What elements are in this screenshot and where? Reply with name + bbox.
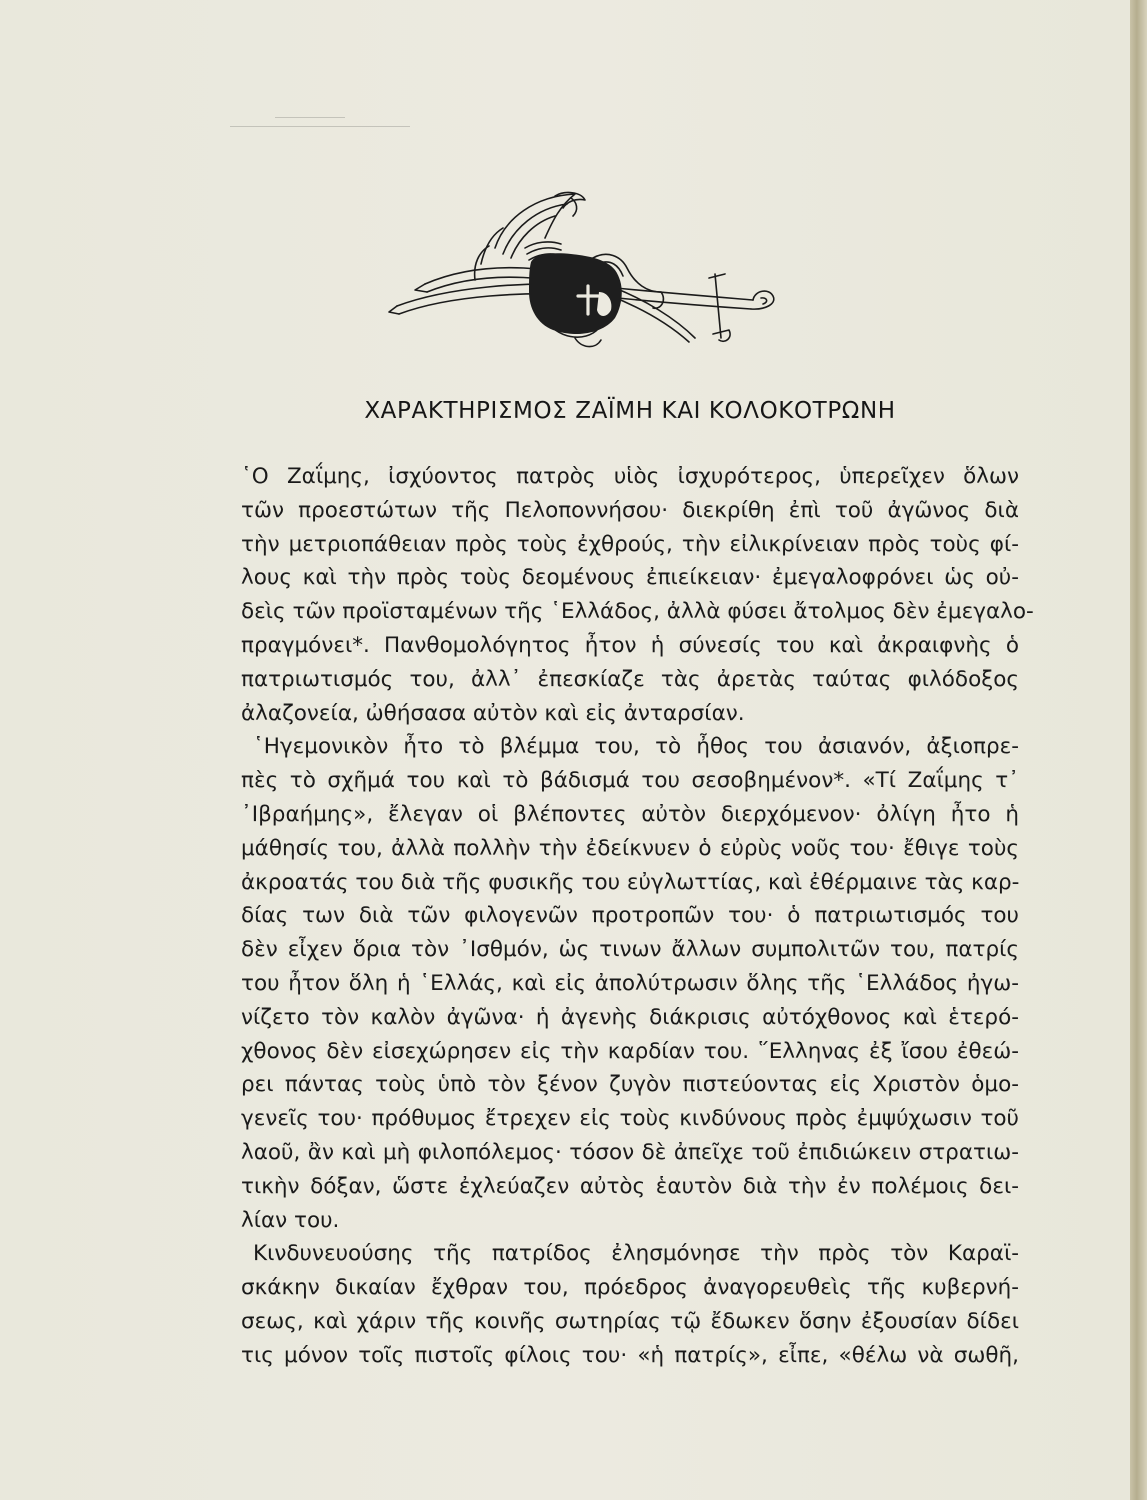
text-line: γενεῖς του· πρόθυμος ἔτρεχεν εἰς τοὺς κινδύνους πρὸς ἐμψύχωσιν τοῦ (241, 1106, 1019, 1132)
text-line: ῾Ο Ζαΐμης, ἰσχύοντος πατρὸς υἱὸς ἰσχυρότερος, ὑπερεῖχεν ὅλων (241, 464, 1019, 489)
text-line: σκάκην δικαίαν ἔχθραν του, πρόεδρος ἀναγορευθεὶς τῆς κυβερνή- (241, 1275, 1019, 1301)
page-edge (1130, 0, 1147, 1500)
text-line: δὲν εἶχεν ὅρια τὸν ᾽Ισθμόν, ὡς τινων ἄλλων συμπολιτῶν του, πατρίς (241, 937, 1019, 963)
text-line: νίζετο τὸν καλὸν ἀγῶνα· ἡ ἀγενὴς διάκρισις αὐτόχθονος καὶ ἑτερό- (241, 1004, 1019, 1030)
text-line: λαοῦ, ἂν καὶ μὴ φιλοπόλεμος· τόσον δὲ ἀπεῖχε τοῦ ἐπιδιώκειν στρατιω- (241, 1139, 1019, 1165)
text-line: ᾽Ιβραήμης», ἔλεγαν οἱ βλέποντες αὐτὸν διερχόμενον· ὀλίγη ἦτο ἡ (241, 801, 1019, 827)
text-line: ῾Ηγεμονικὸν ἦτο τὸ βλέμμα του, τὸ ἦθος του ἀσιανόν, ἀξιοπρε- (253, 734, 1019, 760)
paragraph-2 (229, 730, 1019, 1237)
text-line: Κινδυνευούσης τῆς πατρίδος ἐλησμόνησε τὴν πρὸς τὸν Καραϊ- (253, 1241, 1019, 1267)
faint-rule (230, 126, 410, 127)
text-line: πραγμόνει*. Πανθομολόγητος ἦτον ἡ σύνεσίς του καὶ ἀκραιφνὴς ὁ (241, 632, 1019, 658)
text-line: τῶν προεστώτων τῆς Πελοποννήσου· διεκρίθη ἐπὶ τοῦ ἀγῶνος διὰ (241, 497, 1019, 523)
text-line: ἀκροατάς του διὰ τῆς φυσικῆς του εὐγλωττίας, καὶ ἐθέρμαινε τὰς καρ- (241, 869, 1020, 895)
paragraph-1 (229, 460, 1034, 730)
text-line: λίαν του. (241, 1207, 340, 1233)
text-line: μάθησίς του, ἀλλὰ πολλὴν τὴν ἐδείκνυεν ὁ εὐρὺς νοῦς του· ἔθιγε τοὺς (241, 835, 1019, 861)
helmet-swords-emblem-icon (385, 188, 780, 360)
body-text (229, 460, 1034, 1373)
text-line: δεὶς τῶν προϊσταμένων τῆς ῾Ελλάδος, ἀλλὰ φύσει ἄτολμος δὲν ἐμεγαλο- (241, 599, 1034, 625)
chapter-title: ΧΑΡΑΚΤΗΡΙΣΜΟΣ ΖΑΪΜΗ ΚΑΙ ΚΟΛΟΚΟΤΡΩΝΗ (364, 398, 896, 424)
faint-rule-short (275, 117, 345, 118)
text-line: τις μόνον τοῖς πιστοῖς φίλοις του· «ἡ πατρίς», εἶπε, «θέλω νὰ σωθῆ, (241, 1342, 1019, 1368)
text-line: λους καὶ τὴν πρὸς τοὺς δεομένους ἐπιείκειαν· ἐμεγαλοφρόνει ὡς οὐ- (241, 565, 1019, 591)
bleed-through-header (170, 88, 1130, 118)
text-line: τὴν μετριοπάθειαν πρὸς τοὺς ἐχθρούς, τὴν εἰλικρίνειαν πρὸς τοὺς φί- (241, 531, 1019, 557)
text-line: πὲς τὸ σχῆμά του καὶ τὸ βάδισμά του σεσοβημένον*. «Τί Ζαΐμης τ᾽ (241, 768, 1019, 794)
text-line: χθονος δὲν εἰσεχώρησεν εἰς τὴν καρδίαν του. ῞Ελληνας ἐξ ἴσου ἐθεώ- (241, 1038, 1019, 1064)
text-line: ἀλαζονεία, ὠθήσασα αὐτὸν καὶ εἰς ἀνταρσίαν. (241, 700, 745, 726)
text-line: ρει πάντας τοὺς ὑπὸ τὸν ξένον ζυγὸν πιστεύοντας εἰς Χριστὸν ὁμο- (241, 1072, 1019, 1098)
text-line: πατριωτισμός του, ἀλλ᾽ ἐπεσκίαζε τὰς ἀρετὰς ταύτας φιλόδοξος (241, 666, 1019, 692)
text-line: τικὴν δόξαν, ὥστε ἐχλεύαζεν αὐτὸς ἑαυτὸν διὰ τὴν ἐν πολέμοις δει- (241, 1173, 1019, 1199)
text-line: του ἦτον ὅλη ἡ ῾Ελλάς, καὶ εἰς ἀπολύτρωσιν ὅλης τῆς ῾Ελλάδος ἠγω- (241, 970, 1019, 996)
paragraph-3 (229, 1237, 1019, 1372)
text-line: δίας των διὰ τῶν φιλογενῶν προτροπῶν του· ὁ πατριωτισμός του (241, 903, 1019, 929)
text-line: σεως, καὶ χάριν τῆς κοινῆς σωτηρίας τῷ ἔδωκεν ὅσην ἐξουσίαν δίδει (241, 1308, 1019, 1334)
